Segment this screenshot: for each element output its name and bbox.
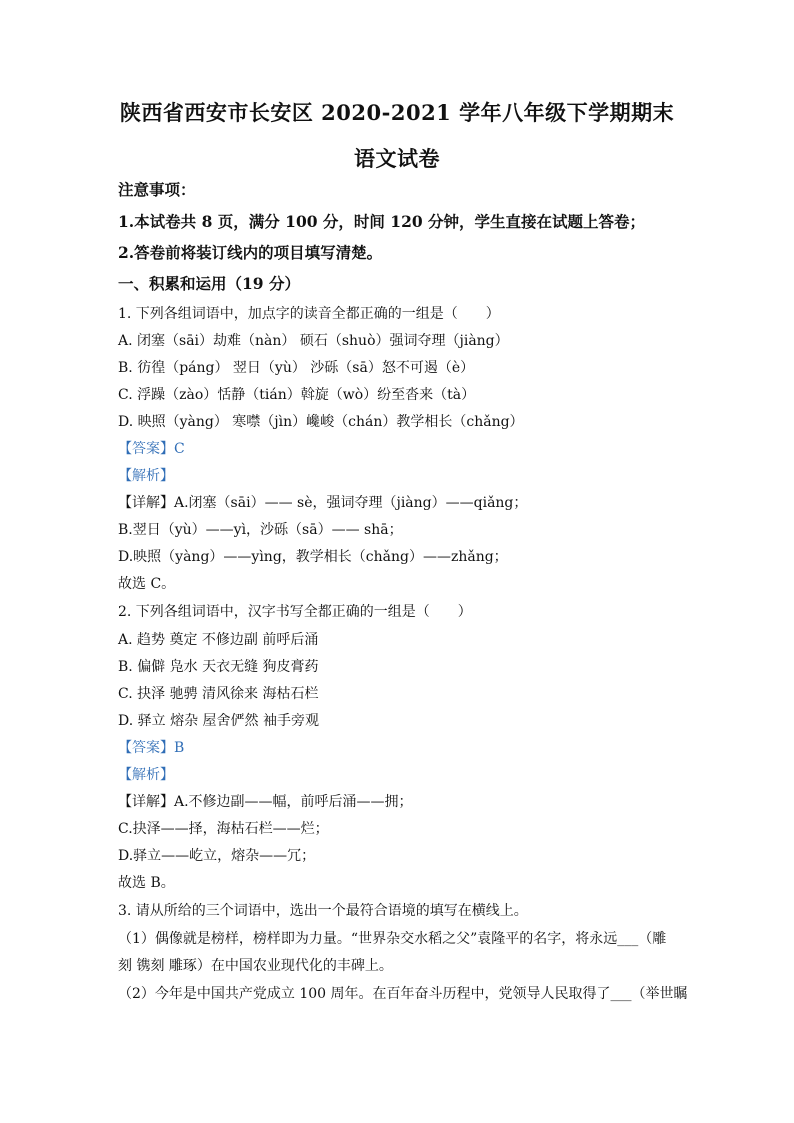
question-1-stem: 1. 下列各组词语中，加点字的读音全都正确的一组是（ ） (118, 306, 500, 322)
question-1-detail: D.映照（yàng）——yìng，教学相长（chǎng）——zhǎng； (118, 549, 508, 565)
question-1-analysis: 【解析】 (118, 468, 174, 484)
exam-subtitle: 语文试卷 (354, 146, 440, 171)
question-1-answer: 【答案】C (118, 441, 185, 457)
question-1-option-a: A. 闭塞（sāi）劫难（nàn） 硕石（shuò）强词夺理（jiàng） (118, 333, 509, 349)
question-2-option-b: B. 偏僻 凫水 天衣无缝 狗皮膏药 (118, 659, 319, 675)
notice-item-2: 2.答卷前将装订线内的项目填写清楚。 (118, 243, 383, 262)
notice-item-1: 1.本试卷共 8 页，满分 100 分，时间 120 分钟，学生直接在试题上答卷； (118, 212, 646, 231)
question-2-detail: D.驿立——屹立，熔杂——冗； (118, 848, 316, 864)
question-3-line: 刻 镌刻 雕琢）在中国农业现代化的丰碑上。 (118, 958, 393, 974)
exam-title: 陕西省西安市长安区 2020-2021 学年八年级下学期期末 (119, 100, 675, 125)
question-1-option-c: C. 浮躁（zào）恬静（tián）斡旋（wò）纷至沓来（tà） (118, 387, 476, 403)
question-2-option-c: C. 抉泽 驰骋 清风徐来 海枯石栏 (118, 686, 319, 702)
question-1-detail: 【详解】A.闭塞（sāi）—— sè，强词夺理（jiàng）——qiǎng； (118, 495, 528, 511)
question-3-line: （2）今年是中国共产党成立 100 周年。在百年奋斗历程中，党领导人民取得了___（举世瞩 (118, 986, 688, 1002)
question-2-conclusion: 故选 B。 (118, 875, 175, 891)
notice-heading: 注意事项： (118, 180, 196, 199)
question-2-answer: 【答案】B (118, 740, 185, 756)
question-1-conclusion: 故选 C。 (118, 576, 176, 592)
question-2-detail: 【详解】A.不修边副——幅，前呼后涌——拥； (118, 794, 413, 810)
question-2-option-a: A. 趋势 奠定 不修边副 前呼后涌 (118, 632, 319, 648)
question-2-analysis: 【解析】 (118, 767, 174, 783)
question-1-option-b: B. 彷徨（páng） 翌日（yù） 沙砾（sā）怒不可遏（è） (118, 360, 475, 376)
question-1-detail: B.翌日（yù）——yì，沙砾（sā）—— shā； (118, 522, 403, 538)
question-3-stem: 3. 请从所给的三个词语中，选出一个最符合语境的填写在横线上。 (118, 903, 528, 919)
question-2-stem: 2. 下列各组词语中，汉字书写全都正确的一组是（ ） (118, 604, 472, 620)
section-heading: 一、积累和运用（19 分） (118, 274, 300, 293)
question-1-option-d: D. 映照（yàng） 寒噤（jìn）巉峻（chán）教学相长（chǎng） (118, 414, 524, 430)
question-2-detail: C.抉泽——择，海枯石栏——烂； (118, 821, 329, 837)
question-2-option-d: D. 驿立 熔杂 屋舍俨然 袖手旁观 (118, 713, 319, 729)
question-3-line: （1）偶像就是榜样，榜样即为力量。“世界杂交水稻之父”袁隆平的名字，将永远___（雕 (118, 931, 667, 947)
